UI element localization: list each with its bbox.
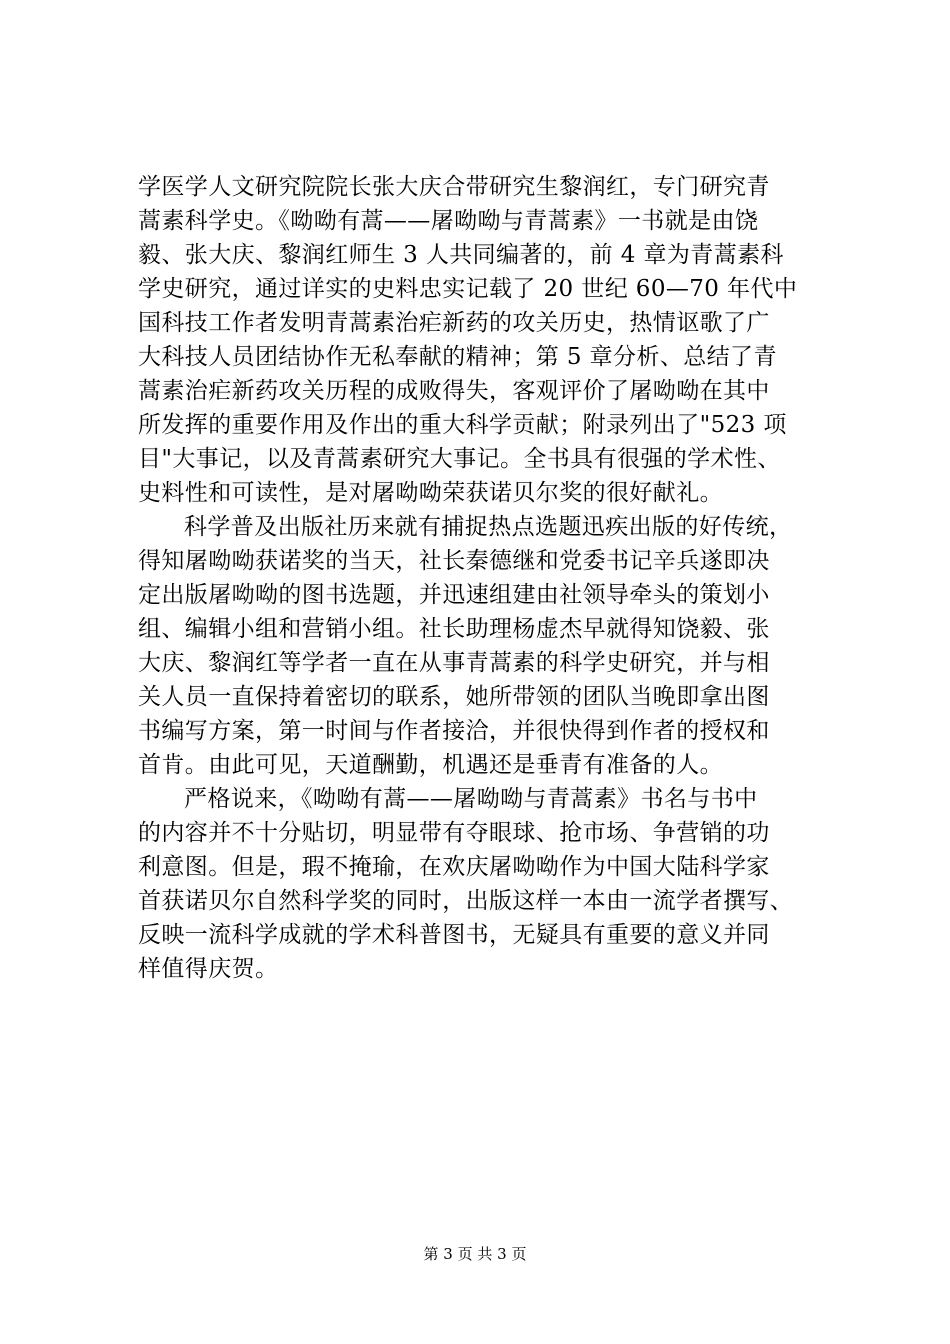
paragraph-3 bbox=[138, 782, 828, 986]
document-body bbox=[138, 170, 828, 986]
text-line: 学医学人文研究院院长张大庆合带研究生黎润红，专门研究青 bbox=[138, 174, 770, 200]
text-line: 反映一流科学成就的学术科普图书，无疑具有重要的意义并同 bbox=[138, 922, 770, 948]
text-line: 利意图。但是，瑕不掩瑜，在欢庆屠呦呦作为中国大陆科学家 bbox=[138, 854, 770, 880]
text-line: 所发挥的重要作用及作出的重大科学贡献；附录列出了"523 项 bbox=[138, 412, 787, 438]
text-line: 关人员一直保持着密切的联系，她所带领的团队当晚即拿出图 bbox=[138, 684, 770, 710]
text-line: 定出版屠呦呦的图书选题，并迅速组建由社领导牵头的策划小 bbox=[138, 582, 770, 608]
text-line: 科学普及出版社历来就有捕捉热点选题迅疾出版的好传统， bbox=[184, 514, 793, 540]
text-line: 史料性和可读性，是对屠呦呦荣获诺贝尔奖的很好献礼。 bbox=[138, 480, 723, 506]
text-line: 蒿素科学史。《呦呦有蒿——屠呦呦与青蒿素》一书就是由饶 bbox=[138, 208, 759, 234]
text-line: 首获诺贝尔自然科学奖的同时，出版这样一本由一流学者撰写、 bbox=[138, 888, 794, 914]
text-line: 严格说来，《呦呦有蒿——屠呦呦与青蒿素》书名与书中 bbox=[184, 786, 758, 812]
text-line: 首肯。由此可见，天道酬勤，机遇还是垂青有准备的人。 bbox=[138, 752, 723, 778]
text-line: 大科技人员团结协作无私奉献的精神；第 5 章分析、总结了青 bbox=[138, 344, 777, 370]
text-line: 大庆、黎润红等学者一直在从事青蒿素的科学史研究，并与相 bbox=[138, 650, 770, 676]
text-line: 毅、张大庆、黎润红师生 3 人共同编著的，前 4 章为青蒿素科 bbox=[138, 242, 784, 268]
text-line: 蒿素治疟新药攻关历程的成败得失，客观评价了屠呦呦在其中 bbox=[138, 378, 770, 404]
text-line: 学史研究，通过详实的史料忠实记载了 20 世纪 60—70 年代中 bbox=[138, 276, 798, 302]
paragraph-1 bbox=[138, 170, 828, 510]
text-line: 组、编辑小组和营销小组。社长助理杨虚杰早就得知饶毅、张 bbox=[138, 616, 770, 642]
text-line: 目"大事记，以及青蒿素研究大事记。全书具有很强的学术性、 bbox=[138, 446, 781, 472]
page-number-footer: 第 3 页 共 3 页 bbox=[423, 1245, 527, 1263]
text-line: 书编写方案，第一时间与作者接洽，并很快得到作者的授权和 bbox=[138, 718, 770, 744]
text-line: 样值得庆贺。 bbox=[138, 956, 279, 982]
paragraph-2 bbox=[138, 510, 828, 782]
text-line: 得知屠呦呦获诺奖的当天，社长秦德继和党委书记辛兵遂即决 bbox=[138, 548, 770, 574]
text-line: 的内容并不十分贴切，明显带有夺眼球、抢市场、争营销的功 bbox=[138, 820, 770, 846]
text-line: 国科技工作者发明青蒿素治疟新药的攻关历史，热情讴歌了广 bbox=[138, 310, 770, 336]
